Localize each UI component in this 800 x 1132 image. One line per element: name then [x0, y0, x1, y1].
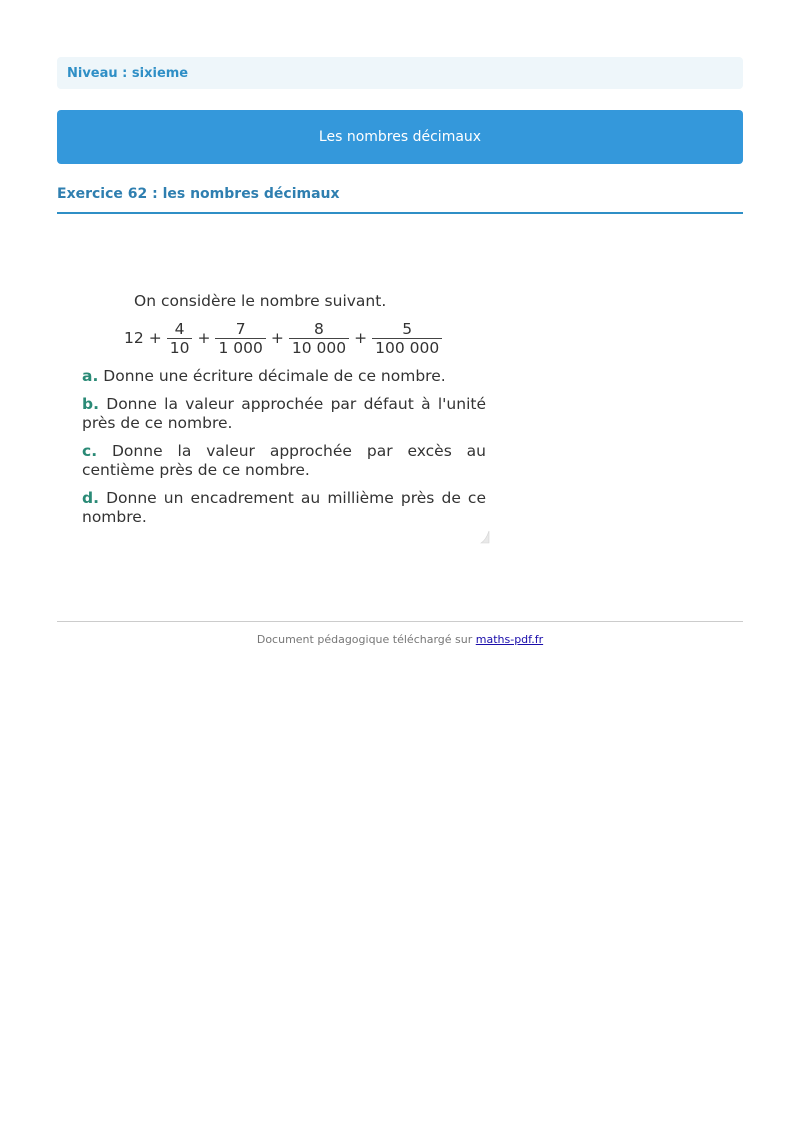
fraction-denominator: 100 000 — [372, 338, 442, 357]
footer-divider — [57, 621, 743, 622]
formula-whole: 12 — [124, 329, 144, 347]
level-label: Niveau : sixieme — [67, 65, 189, 81]
exercise-title: Exercice 62 : les nombres décimaux — [57, 186, 743, 214]
fraction — [167, 320, 193, 357]
fraction — [289, 320, 349, 357]
exercise-intro: On considère le nombre suivant. — [134, 292, 387, 310]
plus-sign: + — [197, 329, 211, 347]
question-a — [82, 367, 486, 386]
footer-text: Document pédagogique téléchargé sur — [256, 633, 476, 646]
level-box — [57, 57, 743, 89]
question-text: Donne une écriture décimale de ce nombre. — [103, 367, 446, 385]
footer — [57, 633, 743, 646]
fraction-denominator: 10 — [167, 338, 193, 357]
question-d — [82, 489, 486, 527]
question-letter: d. — [82, 489, 99, 507]
fraction — [215, 320, 265, 357]
exercise-content — [82, 288, 486, 527]
fraction-numerator: 7 — [235, 319, 246, 338]
question-b — [82, 395, 486, 433]
fraction-denominator: 10 000 — [289, 338, 349, 357]
question-text: Donne la valeur approchée par excès au centième près de ce nombre. — [82, 442, 486, 479]
question-letter: b. — [82, 395, 99, 413]
number-formula — [124, 318, 486, 358]
chapter-title: Les nombres décimaux — [318, 129, 482, 145]
plus-sign: + — [148, 329, 162, 347]
fraction-numerator: 4 — [174, 319, 185, 338]
question-c — [82, 442, 486, 480]
fraction-numerator: 8 — [314, 319, 324, 338]
footer-link[interactable]: maths-pdf.fr — [475, 633, 544, 646]
question-letter: a. — [82, 367, 99, 385]
fraction — [372, 320, 442, 357]
page-curl-icon — [480, 530, 490, 544]
plus-sign: + — [354, 329, 368, 347]
question-letter: c. — [82, 442, 98, 460]
chapter-banner — [57, 110, 743, 164]
plus-sign: + — [270, 329, 284, 347]
question-text: Donne un encadrement au millième près de ce nombre. — [82, 489, 486, 526]
question-text: Donne la valeur approchée par défaut à l'unité près de ce nombre. — [82, 395, 486, 432]
fraction-numerator: 5 — [402, 319, 413, 338]
fraction-denominator: 1 000 — [215, 338, 265, 357]
